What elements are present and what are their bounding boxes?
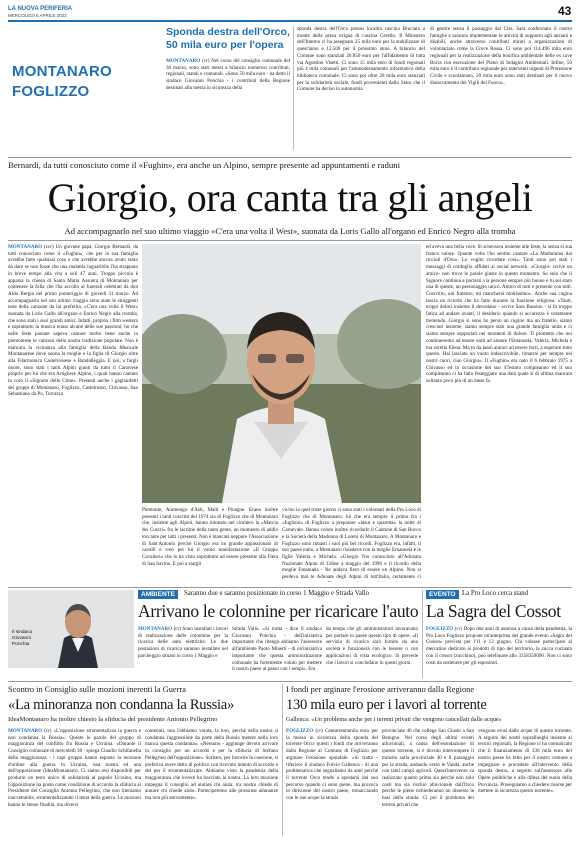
mayor-caption	[12, 630, 32, 648]
bottom-right-kicker: I fondi per arginare l'erosione arriveranno dalla Regione	[286, 685, 475, 694]
divider	[8, 587, 572, 588]
dateline: MONTANARO	[166, 58, 201, 64]
masthead-rule	[8, 20, 572, 22]
mayor-portrait	[8, 590, 134, 668]
dateline: MONTANARO	[138, 626, 173, 632]
masthead-name: LA NUOVA PERIFERIA	[8, 6, 73, 12]
bottom-left-col2: contenuti, non l'abbiamo votata, la loro, perché nella nostra si condanna l'aggressione da parte della Russia mentre nella loro manca questa condanna». «Nessuno - aggiunge devoto arrivare in consiglio per un accordo e per la sfiducia di Stefano Pellegrino dell'opposizione». Sorbato, per favorire la coesione, si preferiva avere detto di politico con ricevuto intento di accordo e del per il strumentalizzare. Abbiamo visto la pandemia della maggioranza che invece ha bocciato la nostra. La loro mozione impegna il consiglio ad aiutare chi aiuta, tra nostro chiede di aiutare chi chiede aiuto. Parteciperemo alle prossime adunanze ma non più attivamente».	[145, 728, 278, 802]
main-article-kicker: Bernardi, da tutti conosciuto come il «Fughin», era anche un Alpino, sempre presente ad appuntamenti e raduni	[8, 160, 401, 170]
divider	[8, 157, 572, 158]
section-title-montanaro: MONTANARO	[12, 63, 112, 80]
main-article-col1: MONTANARO (ccr) Un giovane papà, Giorgio Bernardi, da tutti conosciuto come il «Fughin», che per la sua famiglia avrebbe fatto qualsiasi cosa e che avrebbe ancora avuto tanto da dare se non fosse che una malattia inguaribile l'ha strappato in breve tempo alla vita a soli 47 anni. Troppo piccola è apparsa la chiesa di Santa Maria Assunta di Montanaro per contenere la folla che l'ha accolto ai funerali celebrati da don Aldo Bergia nel primo pomeriggio di giovedì 31 marzo. Ad accompagnarlo nel suo ultimo viaggio sono state le struggenti note della canzone da lui preferita, «C'era una volta il West» suonata da Loris Gallo all'organo e Enrico Negro alla tromba, che sono stati i suoi grandi amici. Infatti, proprio i film western e soprattutto la musica erano alcune delle sue passioni, ho che nelle feste passate sapeva cantare molto bene anche in piemontese le canzoni della nostra tradizione popolare. Non è mancata la vicinanza alla famiglia della Banda Musicale Montanarese dove suona la moglie e la figlia di Giorgio oltre alla Filarmonica Castelrossese e Bandalleggia. E poi, a fargli onore, sono stati i tanti Alpini giunti da tutto il Canavese proprio per lui che era Artigliere Alpino, i quali hanno cantato in coro il «Signore delle Cime». Presenti anche i gagliardetti dei gruppi di Montanaro, Foglizzo, Castelrosso, Chivasso, San Sebastiano da Po, Torrazza	[8, 244, 138, 398]
bottom-right-title: 130 mila euro per i lavori al torrente	[286, 697, 487, 713]
main-photo	[142, 244, 421, 503]
ambiente-tag: AMBIENTE	[138, 590, 178, 599]
ambiente-title: Arrivano le colonnine per ricaricare l'auto	[138, 601, 419, 621]
photo-caption: Piemonte, Aramengo d'Asti, Malti e Pinagne. Erano inoltre presenti i tanti coscritti del 1974 sia di Foglizzo che di Montanaro che, insieme agli Alpini, hanno intonato nel cimitero la «Marcia dei Cuscri» fra le lacrime della tanta gente, un momento di addio toccante per tutti i presenti. Non è mancata neppure l'Associazione di Sant'Antonio perché Giorgio era un grande appassionato di cavalli e creò per lui il vuoto manifestazione «Il Gruppo Cavalieri» che lo ha visto soprattutto ad essere presente alla Fiera di San Savino. E poi a stargli	[142, 507, 278, 567]
divider	[8, 240, 572, 241]
main-article-subtitle: Ad accompagnarlo nel suo ultimo viaggio «C'era una volta il West», suonata da Loris Gallo all'organo ed Enrico Negro alla tromba	[64, 226, 516, 236]
dateline: MONTANARO	[8, 728, 43, 734]
divider	[8, 681, 572, 682]
caption-line: Giovanni	[12, 636, 31, 641]
bottom-left-subtitle: IdeaMontanaro ha inoltre chiesto la sfiducia del presidente Antonio Pellegrino	[8, 716, 218, 723]
main-article-col2: vicino in quel triste giorno ci sono stati i volontari della Pro Loco di Foglizzo che di Montanaro, lui che era sempre il primo fra i «fuglizin» di Foglizzo a preparare «lasut e quaretta» la notte di Carnevale. Hanno voluto inoltre ricordarlo il Cantone di San Rocco e la Società della Madonna di Loreto di Montanaro. A Montanaro e Foglizzo sono rimasti i suoi più bei ricordi. Foglizzo era, infatti, il suo paese natio, a Montanaro risiedeva con la moglie Emanuela e le figlie Valeria e Michela. «Giorgio l'ho conosciuto all'Adunata Nazionale Alpini di Udine a maggio del 1996 e il ricordo della moglie Emanuela - Ne andava fiero di essere un Alpino. Non si perdeva mai le Adunate degli Alpini di tutt'Italia, certamente ci	[282, 507, 421, 581]
top-article-col1: MONTANARO (cr) Nel corso del consiglio comunale del 30 marzo, sono stati messi a bilancio numerosi contributi, regionali, statali e comunali. «Sono 50 mila euro - ha detto il sindaco Giovanni Ponchia - i contributi della Regione destinati alla messa in sicurezza della	[166, 58, 290, 91]
main-article-title: Giorgio, ora canta tra gli angeli	[47, 175, 533, 220]
masthead-date: MERCOLEDÌ 6 APRILE 2022	[8, 13, 67, 18]
top-article-title: Sponda destra dell'Orco, 50 mila euro per l'opera	[166, 26, 290, 51]
page-number: 43	[558, 4, 572, 18]
dateline: FOGLIZZO	[426, 626, 454, 632]
bottom-right-subtitle: Gallenca: «Un problema anche per i terreni privati che vengono cancellati dalle acque»	[286, 716, 502, 723]
evento-kicker: La Pro Loco cerca stand	[462, 590, 529, 597]
top-article-col2: sponda destra dell'Orco presso località cascina Bruciata a monte della presa irrigua di cascina Cerello. Il Ministero dell'Interno ci ha assegnato 25 mila euro per la stabilizzare di quest'anno e 12.500 per il prossimo anno. A bilancio del Comune sono stanziati 26.850 euro per l'affidamento di tutta via Agostino Visetti. Ci sono 15 mila euro di fondi regionali più 4 mila comunali per l'ammodernamento informatico della biblioteca comunale. Ci sono poi oltre 20 mila euro stanziati per la solidarietà sociale, fondi provenienti dallo Stato che il Comune ha deciso in autonomia	[297, 26, 425, 93]
bottom-left-title: «La minoranza non condanna la Russia»	[8, 697, 234, 713]
bottom-right-col2: provinciale 40 che collega San Giusto a San Benigno. Nel corso degli ultimi eventi alluvionali, a causa dell'esondazione di questo torrente, si è dovuto interrompere il transito sulla provinciale 40 e il passaggio per la strada, andando verso le Vauda, anche con tanti campi agricoli. Quest'intervento va realizzato quanto prima sia perché non solo costi ma sia rischio alluvionale dall'Orco perché le piene richiederanno un dissesto le basi della strada. Ci poi il problema dei terreni privati che	[382, 728, 474, 808]
mayor-photo	[8, 590, 134, 668]
portrait-illustration	[142, 244, 421, 503]
column-divider	[422, 590, 423, 678]
ambiente-col1: MONTANARO (cr) Sono installati i lavori di realizzazione delle colonnine per la ricarica delle auto elettriche. Le due postazioni di ricarica saranno installate nel parcheggio situato in corso 1 Maggio e	[138, 626, 228, 659]
ambiente-col2: Strada Vallo. «Si tratta - dice il sindaco Giovanni Ponchia - dell'iniziativa importante che ritengo abbiamo l'assessore all'ambiente Paolo Minetti - di un'iniziativa importante che questa amministrazione comunale ha fortemente voluto per mettere il nostro paese al passo con i tempi». Era	[232, 626, 322, 673]
bottom-right-col3: vengono erosi dalle acque di questo torrente. A seguito dei nostri sopralluoghi insieme ai tecnici regionali, la Regione ci ha comunicato che il finanziamento di 130 mila euro del nostro paese ha fatto per il nostro comune a impegnare e procedere all'intervento della sponda destra, a seguito sull'assessore alle Opere pubbliche e alla difesa del suolo della Provincia. Proseguiamo a chiedere risorse per mettere in sicurezza questo torrente».	[478, 728, 572, 795]
evento-tag: EVENTO	[426, 590, 459, 599]
top-article-col3: di gestire senza il passaggio dal Ciss. Sarà confermato il centro famiglie e saranno implementate le attività di supporto agli anziani e disabili, anche attraverso contributi mirati a organizzazioni di volontariato come la Croce Rossa. Ci sono poi 114.496 mila euro regionali per la realizzazione della bonifica ambientale delle ex cave Borra con esecuzione del Piano di Indagini Ambientali. Infine, 50 mila euro è il contributo regionale per interventi urgenti di Protezione Civile e scuolamano, 20 mila euro sono stati destinati per il nuovo distaccamento dei Vigili del Fuoco».	[430, 26, 572, 86]
bottom-right-col1: FOGLIZZO (cr) Centotrentamila euro per la messa in sicurezza della sponda del torrente Orco: questi i fondi che arriveranno dalla Regione al Comune di Foglizzo per arginare l'erosione spondale. «Si tratta - riferisce il sindaco Fulvio Gallenca - di una problematica che segnaliamo da anni perché il torrente Orco tende a spostarsi dal suo percorso quando ci sono piene, ma provoca in direzione del nostro paese, minacciando con le sue acque la strada	[286, 728, 378, 802]
dateline: FOGLIZZO	[286, 728, 314, 734]
dateline: MONTANARO	[8, 244, 43, 250]
ambiente-kicker: Saranno due e saranno posizionate in corso 1 Maggio e Strada Vallo	[184, 590, 370, 597]
bottom-left-kicker: Scontro in Consiglio sulle mozioni inerenti la Guerra	[8, 685, 186, 694]
section-title-foglizzo: FOGLIZZO	[12, 83, 90, 100]
bottom-left-col1: MONTANARO (cr) «L'opposizione strumentalizza la guerra e non condanna la Russia». Queste le parole del gruppo di maggioranza del conflitto fra Russia e Ucraina. «Durante il Consiglio comunale di mercoledì 30 - spiega Claudio Schifanella della maggioranza - i capi gruppo hanno esposto la mozione d'ordine alla guerra in Ucraina, una nostra ed una dell'opposizione (IdeaMontanaro). Ci siamo resi disponibili per produrre un testo unico di solidarietà al popolo Ucraino, ma l'opposizione ha posto come condizione di accordo la sfiducia al Presidente del Consiglio Antonio Pellegrino, che non riteniamo inaccettabile, strumentalizzando il tema della guerra. Le mozioni hanno le stesse finalità, ma diversi	[8, 728, 141, 808]
column-divider	[282, 684, 283, 836]
caption-line: Ponchia	[12, 642, 30, 647]
evento-title: La Sagra del Cossot	[426, 601, 561, 621]
main-article-col3: ed aveva una bella voce. Si scherzava insieme alle feste, la senza sì sua franco valore. Quante volte l'ho sentito cantare «La Madonnina dai riccioli d'Oro». Lo voglio ricordare così». Tanti sono poi stati i messaggi di cordoglio affidati ai social network. «Giorgio- scrive un amico- non trovo le parole giuste in questo momento. So solo che il Signore continua a portarsi via persone sempre più buone e tu sei stato una di queste, un personaggio unico. Amico di tutti e presente con tutti. Coscritto, uni fraterno, mi mancherai moltissimo». Anche sua cugina lascia un ricordo che ha fatto durante la funzione religiosa. «Tanti, troppi dolori insieme li devastano - scrive Sara Bassino - si fa troppo fatica ad andare avanti, il desiderio quando si accarezza è veramente tremendo. Giorgio si sono ho perso un cugino ma un fratello, siamo cresciuti insieme, siamo sempre stati una grande famiglia unita e ci siamo sempre supportati nei momenti di dolore. Ti prometto che noi continueremo ad essere uniti ad aiutare l'Emanuela, Valeria, Michela e tua sorella Elena. Ma tu da lassù aiutaci ad essere forti, a superare tutto questo. Hai lasciato un vuoto indescrivibile, rimarrai per sempre nei nostri cuori, ciao Giorgio». Il «Fughin» era nato il 6 febbraio 1975 a Chivasso ed in occasione del suo 47esimo compleanno ed il suo compleanno ci ha fatto festeggiare una data quale si di ultima mancata soltanto poco più di un mese fa.	[426, 244, 572, 385]
column-divider	[293, 26, 294, 150]
caption-line: Il sindaco	[12, 630, 33, 635]
evento-text: FOGLIZZO (cr) Dopo due anni di assenza a causa della pandemia, la Pro Loco Foglizzo propone un'anteprima del grande evento «Sagra del Cossot» prevista per l'11 e 12 giugno. Chi volesse partecipare al mercatino dedicato ai prodotti di tipo del territorio, la zucca cucinata con il cossot (zucchino), può telefonare allo 3358359090. Non ci sono costi da sostenere per gli espositori.	[426, 626, 572, 666]
ambiente-col3: da tempo che gli amministratori lavoravano per portare in paese questo tipo di opere. «Il servizio di ricarica sarà fornito da una società e funzionerà con le tessere o con applicazioni di vista ecologico. Si prevede che i lavori si concludano in questi giorni.	[326, 626, 418, 666]
